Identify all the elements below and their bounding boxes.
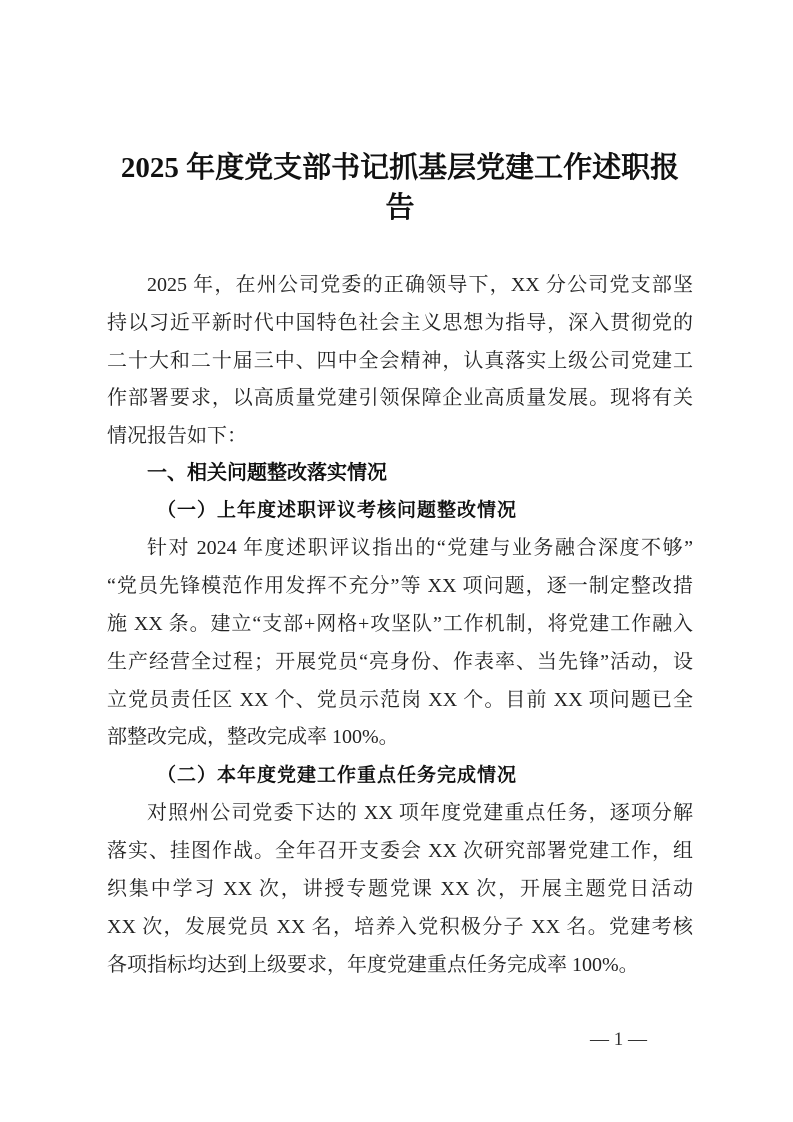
subsection-paragraph-line: 立党员责任区 XX 个、党员示范岗 XX 个。目前 XX 项问题已全 xyxy=(107,689,693,711)
subsection-paragraph-line: 生产经营全过程；开展党员“亮身份、作表率、当先锋”活动，设 xyxy=(107,651,693,673)
subsection-paragraph-line: 各项指标均达到上级要求，年度党建重点任务完成率 100%。 xyxy=(107,954,639,976)
subsection-paragraph-line: XX 次，发展党员 XX 名，培养入党积极分子 XX 名。党建考核 xyxy=(107,916,693,938)
document-title-line-1: 2025 年度党支部书记抓基层党建工作述职报 xyxy=(120,152,680,184)
subsection-heading: （二）本年度党建工作重点任务完成情况 xyxy=(157,764,518,786)
intro-paragraph-line: 情况报告如下： xyxy=(107,425,247,447)
subsection-paragraph-line: 织集中学习 XX 次，讲授专题党课 XX 次，开展主题党日活动 xyxy=(107,878,693,900)
intro-paragraph-line: 作部署要求，以高质量党建引领保障企业高质量发展。现将有关 xyxy=(107,387,693,409)
subsection-paragraph-line: 对照州公司党委下达的 XX 项年度党建重点任务，逐项分解 xyxy=(147,802,693,824)
intro-paragraph-line: 二十大和二十届三中、四中全会精神，认真落实上级公司党建工 xyxy=(107,350,693,372)
subsection-paragraph-line: 部整改完成，整改完成率 100%。 xyxy=(107,726,399,748)
document-title-line-2: 告 xyxy=(385,192,415,224)
subsection-heading: （一）上年度述职评议考核问题整改情况 xyxy=(157,499,518,521)
page-number: — 1 — xyxy=(590,1029,647,1050)
intro-paragraph-line: 2025 年，在州公司党委的正确领导下，XX 分公司党支部坚 xyxy=(147,274,693,296)
subsection-paragraph-line: 落实、挂图作战。全年召开支委会 XX 次研究部署党建工作，组 xyxy=(107,840,693,862)
section-heading: 一、相关问题整改落实情况 xyxy=(147,460,387,484)
subsection-paragraph-line: 针对 2024 年度述职评议指出的“党建与业务融合深度不够” xyxy=(147,537,693,559)
intro-paragraph-line: 持以习近平新时代中国特色社会主义思想为指导，深入贯彻党的 xyxy=(107,312,693,334)
subsection-paragraph-line: “党员先锋模范作用发挥不充分”等 XX 项问题，逐一制定整改措 xyxy=(107,575,693,597)
subsection-paragraph-line: 施 XX 条。建立“支部+网格+攻坚队”工作机制，将党建工作融入 xyxy=(107,613,693,635)
